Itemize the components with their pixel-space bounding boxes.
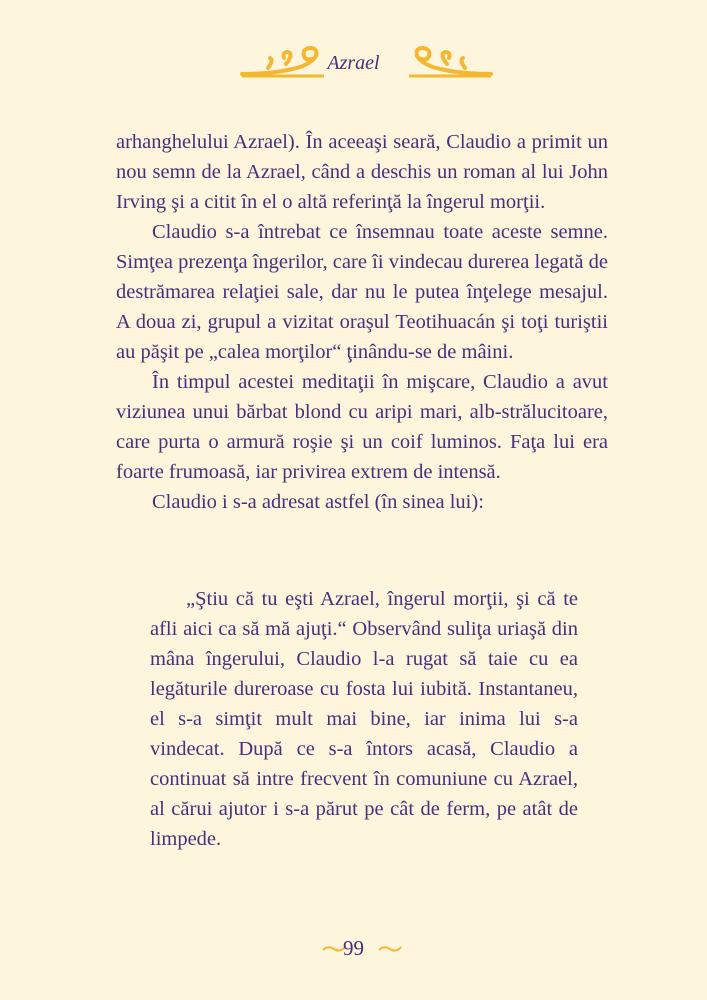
block-quote — [150, 584, 578, 854]
paragraph: Claudio s-a întrebat ce însemnau toate aceste semne. Simţea prezenţa îngerilor, care îi vindecau durerea legată de destrămarea relaţiei sale, dar nu le putea înţelege mesajul. A doua zi, grupul a vizitat oraşul Teotihuacán şi toţi turiştii au păşit pe „calea morţilor“ ţinându-se de mâini. — [116, 221, 608, 363]
paragraph: Claudio i s-a adresat astfel (în sinea lui): — [152, 491, 484, 513]
right-scroll-ornament-icon — [405, 44, 495, 80]
paragraph: În timpul acestei meditaţii în mişcare, Claudio a avut viziunea unui bărbat blond cu aripi mari, alb-strălucitoare, care purta o armură roşie şi un coif luminos. Faţa lui era foarte frumoasă, iar privirea extrem de intensă. — [116, 371, 608, 483]
right-tilde-ornament-icon — [378, 944, 402, 954]
running-header — [0, 44, 707, 84]
running-header-title: Azrael — [327, 52, 380, 74]
quote-paragraph: „Ştiu că tu eşti Azrael, îngerul morţii, şi că te afli aici ca să mă ajuţi.“ Observând suliţa uriaşă din mâna îngerului, Claudio l-a rugat să taie cu ea legăturile dureroase cu fosta lui iubită. Instantaneu, el s-a simţit mult mai bine, iar inima lui s-a vindecat. După ce s-a întors acasă, Claudio a continuat să intre frecvent în comuniune cu Azrael, al cărui ajutor i s-a părut pe cât de ferm, pe atât de limpede. — [150, 588, 578, 850]
paragraph: arhanghelului Azrael). În aceeaşi seară, Claudio a primit un nou semn de la Azrael, când a deschis un roman al lui John Irving şi a citit în el o altă referinţă la îngerul morţii. — [116, 131, 608, 213]
page-number: 99 — [343, 936, 364, 960]
page-footer — [0, 936, 707, 964]
body-text — [116, 127, 608, 517]
